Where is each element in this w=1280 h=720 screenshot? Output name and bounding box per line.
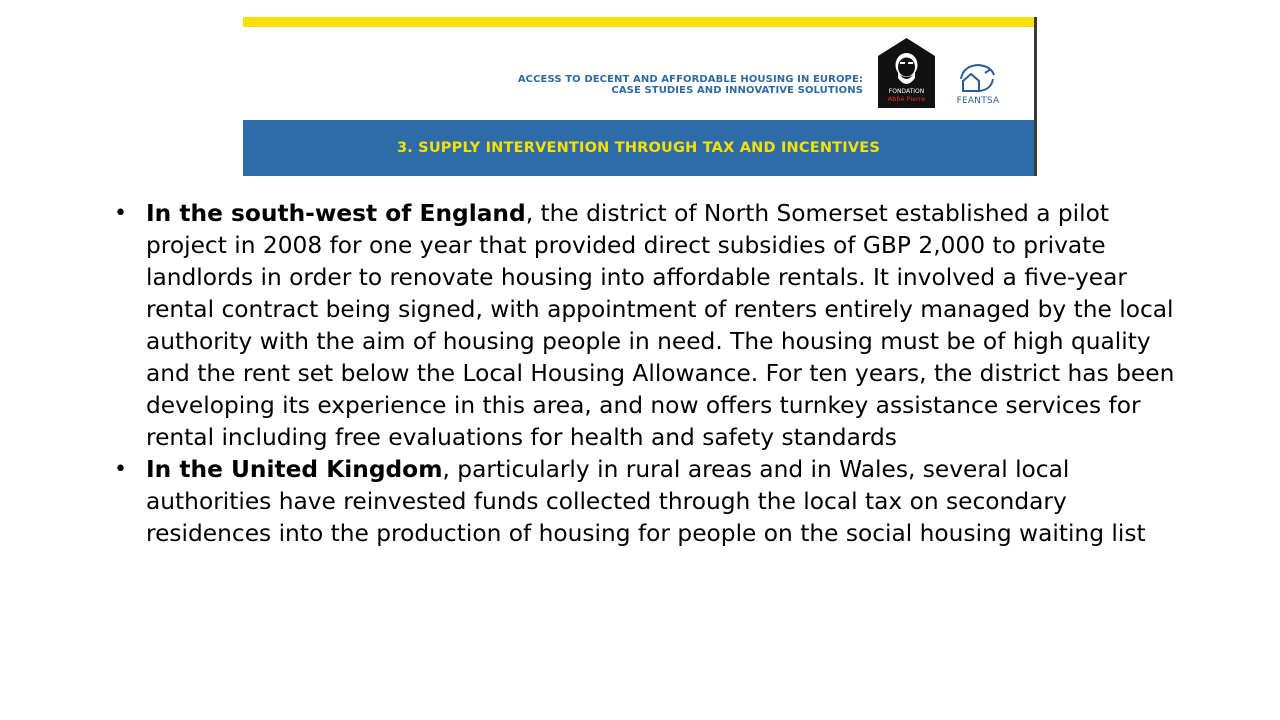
bullet-text: , the district of North Somerset established a pilot project in 2008 for one year that provided direct subsidies of GBP 2,000 to private landlords in order to renovate housing into affordable rentals. It involved a five-year rental contract being signed, with appointment of renters entirely managed by the local authority with the aim of housing people in need. The housing must be of high quality and the rent set below the Local Housing Allowance. For ten years, the district has been developing its experience in this area, and now offers turnkey assistance services for rental including free evaluations for health and safety standards bbox=[146, 200, 1175, 451]
bullet-item-united-kingdom bbox=[114, 454, 1194, 550]
bullet-item-south-west-england bbox=[114, 198, 1194, 454]
section-bar bbox=[243, 120, 1034, 176]
bullet-lead: In the United Kingdom bbox=[146, 456, 443, 483]
feantsa-label: FEANTSA bbox=[956, 96, 1000, 106]
bullet-lead: In the south-west of England bbox=[146, 200, 526, 227]
banner-subtitle-line2: CASE STUDIES AND INNOVATIVE SOLUTIONS bbox=[611, 85, 863, 96]
logo-fap-line2: Abbé Pierre bbox=[887, 95, 926, 103]
feantsa-logo bbox=[953, 61, 1003, 109]
bullet-text: , particularly in rural areas and in Wales, several local authorities have reinvested funds collected through the local tax on secondary residences into the production of housing for people on the social housing waiting list bbox=[146, 456, 1146, 547]
bullet-marker: • bbox=[114, 457, 127, 482]
fondation-abbe-pierre-logo bbox=[878, 38, 935, 108]
logo-fap-line1: FONDATION bbox=[888, 88, 925, 95]
bullet-marker: • bbox=[114, 201, 127, 226]
bullet-list bbox=[114, 198, 1194, 550]
feantsa-house-icon bbox=[953, 61, 1003, 95]
slide-content bbox=[114, 198, 1194, 550]
banner-yellow-bar bbox=[243, 17, 1034, 27]
banner-subtitle-line1: ACCESS TO DECENT AND AFFORDABLE HOUSING IN EUROPE: bbox=[517, 74, 863, 85]
banner-subtitle bbox=[518, 74, 863, 96]
section-title: 3. SUPPLY INTERVENTION THROUGH TAX AND INCENTIVES bbox=[396, 140, 881, 156]
report-banner bbox=[243, 17, 1037, 176]
